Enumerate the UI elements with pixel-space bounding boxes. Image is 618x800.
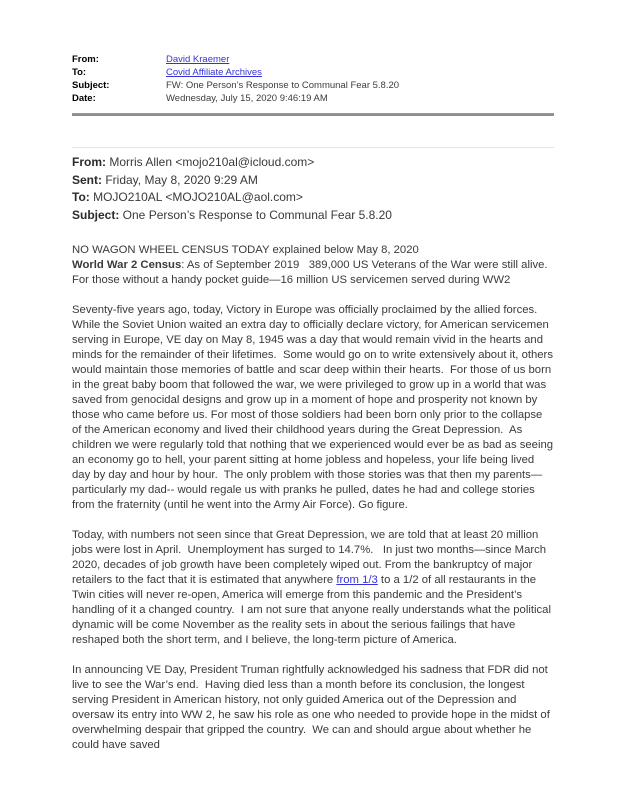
fwd-field-sent (72, 172, 554, 190)
fwd-subject-value: One Person’s Response to Communal Fear 5.8.20 (119, 207, 392, 222)
date-value: Wednesday, July 15, 2020 9:46:19 AM (166, 93, 328, 104)
from-label: From: (72, 54, 99, 65)
economy-paragraph (72, 528, 554, 648)
restaurants-stat-link[interactable]: from 1/3 (336, 574, 378, 586)
subject-label: Subject: (72, 80, 110, 91)
fwd-subject-label: Subject: (72, 207, 120, 222)
outer-email-header (72, 53, 554, 105)
ve-day-paragraph (72, 303, 557, 513)
fwd-to-label: To: (72, 190, 90, 204)
fwd-from-label: From: (72, 155, 106, 169)
header-divider-rule (72, 113, 554, 116)
forwarded-message-header (72, 147, 554, 224)
ve-day-text: Seventy-five years ago, today, Victory in Europe was officially proclaimed by the allied forces. While the Soviet Union waited an extra day to officially declare victory, for American servicemen serving in Europe, VE day on May 8, 1945 was a day that would remain vivid in the hearts and minds for the remainder of their lifetimes. Some would go on to write extensively about it, others would maintain those memories of battle and scar deep within their hearts. For those of us born in the great baby boom that followed the war, we were privileged to grow up in a world that was saved from genocidal designs and grow up in a moment of hope and prosperity not known by those who came before us. For most of those soldiers had been born only prior to the collapse of the American economy and lived their childhood years during the Great Depression. As children we were regularly told that nothing that we experienced would ever be as bad as seeing an economy go to hell, your parent sitting at home jobless and hopeless, your life being lived day by day and hour by hour. The only problem with those stories was that then my parents—particularly my dad-- would regale us with pranks he pulled, dates he had and college stories from the fraternity (until he went into the Army Air Force). Go figure. (72, 304, 557, 511)
header-field-from (72, 53, 554, 66)
census-text: : As of September 2019 389,000 US Veterans of the War were still alive. For those without a handy pocket guide—16 million US servicemen served during WW2 (72, 259, 554, 286)
subject-value: FW: One Person’s Response to Communal Fear 5.8.20 (166, 80, 400, 91)
economy-text-after-link: to a 1/2 of all restaurants in the Twin cities will never re-open, America will emerge from this pandemic and the President’s handling of it a changed country. I am not sure that anyone really understands what the political dynamic will be come November as the reality sets in about the serious failings that have reshaped both the short term, and I believe, the long-term picture of America. (72, 574, 555, 646)
fwd-to-value: MOJO210AL <MOJO210AL@aol.com> (89, 190, 303, 204)
email-body (72, 243, 557, 753)
fwd-sent-label: Sent: (72, 172, 102, 187)
to-label: To: (72, 67, 87, 78)
header-field-subject (72, 79, 554, 92)
economy-text-before-link: Today, with numbers not seen since that Great Depression, we are told that at least 20 million jobs were lost in April. Unemployment has surged to 14.7%. In just two months—since March 2020, decades of job growth have been completely wiped out. From the bankruptcy of major retailers to the fact that it is estimated that anywhere (72, 529, 550, 586)
truman-text: In announcing VE Day, President Truman rightfully acknowledged his sadness that FDR did not live to see the War’s end. Having died less than a month before its conclusion, the longest serving President in American history, not only guided America out of the Depression and oversaw its entry into WW 2, he saw his role as one who needed to provide hope in the midst of overwhelming despair that gripped the country. We can and should argue about whether he could have saved (72, 664, 553, 751)
fwd-sent-value: Friday, May 8, 2020 9:29 AM (102, 172, 258, 187)
fwd-field-subject (72, 207, 554, 225)
intro-line: NO WAGON WHEEL CENSUS TODAY explained below May 8, 2020 (72, 244, 419, 256)
sender-link[interactable]: David Kraemer (166, 54, 230, 65)
header-field-to (72, 66, 554, 79)
intro-paragraph (72, 243, 554, 288)
recipient-link[interactable]: Covid Affiliate Archives (166, 67, 262, 78)
census-heading: World War 2 Census (72, 259, 182, 271)
date-label: Date: (72, 93, 96, 104)
fwd-field-from (72, 154, 554, 172)
truman-paragraph (72, 663, 554, 753)
fwd-field-to (72, 189, 554, 207)
header-field-date (72, 92, 554, 105)
fwd-from-value: Morris Allen <mojo210al@icloud.com> (106, 155, 315, 169)
